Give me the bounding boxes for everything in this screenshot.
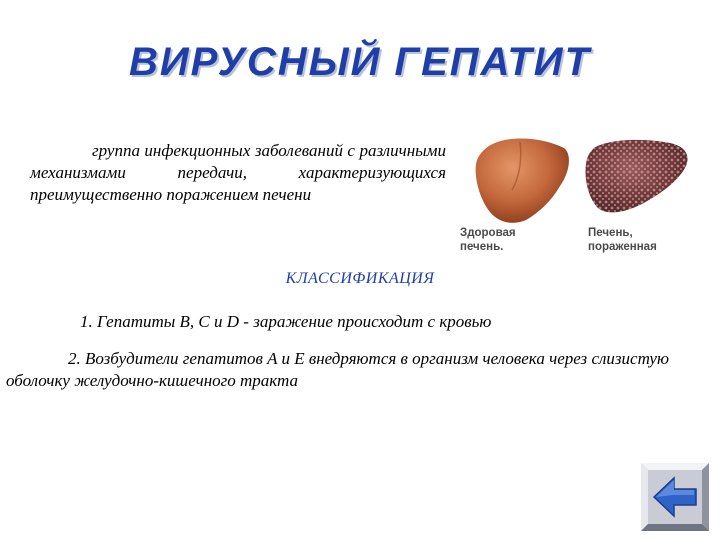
back-button[interactable] [640,462,710,532]
healthy-liver-caption: Здоровая печень. [460,227,516,253]
classification-item-2: 2. Возбудители гепатитов A и E внедряются в организм человека через слизистую оболочку желудочно-кишечного тракта [6,349,669,390]
back-arrow-icon [640,462,710,532]
classification-heading: КЛАССИФИКАЦИЯ [285,270,435,287]
diseased-liver-caption: Печень, пораженная [588,227,657,253]
definition-text [30,140,446,206]
slide-title: ВИРУСНЫЙ ГЕПАТИТ [128,40,592,84]
liver-comparison-image [460,128,692,264]
healthy-liver-shape [476,139,569,223]
definition-body: группа инфекционных заболеваний с различными механизмами передачи, характеризующихся преимущественно поражением печени [30,141,446,204]
classification-item-1: 1. Гепатиты B, C и D - заражение происходит с кровью [80,312,492,331]
